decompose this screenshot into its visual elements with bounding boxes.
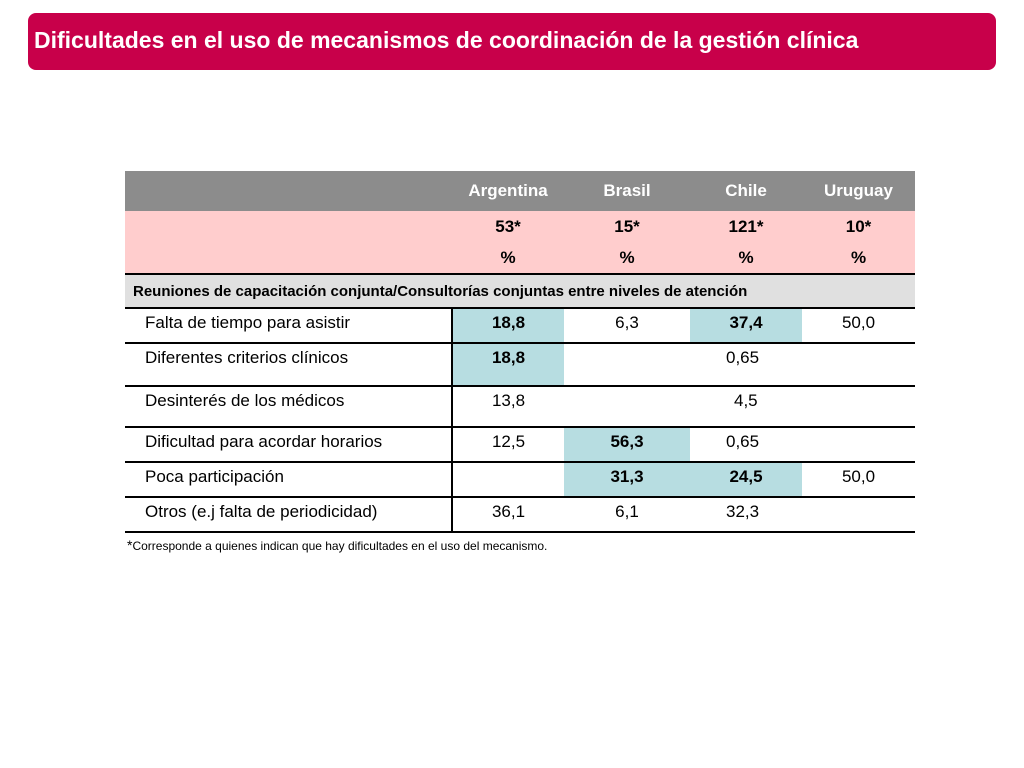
cell-argentina: 18,8	[452, 343, 564, 386]
footnote	[127, 537, 547, 553]
header-argentina: Argentina	[452, 171, 564, 211]
row-label: Poca participación	[125, 462, 452, 497]
percent-row	[125, 243, 915, 274]
cell-chile: 32,3	[690, 497, 802, 532]
row-label: Diferentes criterios clínicos	[125, 343, 452, 386]
cell-brasil: 31,3	[564, 462, 690, 497]
header-brasil: Brasil	[564, 171, 690, 211]
section-title: Reuniones de capacitación conjunta/Consultorías conjuntas entre niveles de atención	[125, 274, 915, 308]
cell-argentina: 12,5	[452, 427, 564, 462]
footnote-asterisk: *	[127, 537, 133, 553]
cell-uruguay: 50,0	[802, 308, 915, 343]
cell-uruguay	[802, 427, 915, 462]
row-label: Desinterés de los médicos	[125, 386, 452, 427]
row-label: Dificultad para acordar horarios	[125, 427, 452, 462]
page-title: Dificultades en el uso de mecanismos de coordinación de la gestión clínica	[34, 27, 859, 53]
table-row	[125, 308, 915, 343]
cell-brasil	[564, 386, 690, 427]
pct-brasil: %	[564, 243, 690, 274]
cell-chile: 24,5	[690, 462, 802, 497]
results-table	[125, 171, 915, 533]
pct-argentina: %	[452, 243, 564, 274]
cell-brasil: 6,1	[564, 497, 690, 532]
header-uruguay: Uruguay	[802, 171, 915, 211]
cell-brasil: 6,3	[564, 308, 690, 343]
title-bar	[28, 13, 996, 70]
n-argentina: 53*	[452, 211, 564, 243]
n-uruguay: 10*	[802, 211, 915, 243]
cell-brasil: 56,3	[564, 427, 690, 462]
cell-uruguay	[802, 343, 915, 386]
pct-chile: %	[690, 243, 802, 274]
header-chile: Chile	[690, 171, 802, 211]
sample-size-row	[125, 211, 915, 243]
table-row	[125, 386, 915, 427]
cell-argentina: 13,8	[452, 386, 564, 427]
header-empty-cell	[125, 171, 452, 211]
cell-uruguay: 50,0	[802, 462, 915, 497]
n-empty-cell	[125, 211, 452, 243]
row-label: Falta de tiempo para asistir	[125, 308, 452, 343]
cell-chile: 37,4	[690, 308, 802, 343]
n-brasil: 15*	[564, 211, 690, 243]
section-row	[125, 274, 915, 308]
cell-chile: 4,5	[690, 386, 802, 427]
table-row	[125, 427, 915, 462]
pct-uruguay: %	[802, 243, 915, 274]
cell-chile: 0,65	[690, 343, 802, 386]
cell-argentina: 36,1	[452, 497, 564, 532]
row-label: Otros (e.j falta de periodicidad)	[125, 497, 452, 532]
n-chile: 121*	[690, 211, 802, 243]
table-row	[125, 343, 915, 386]
cell-chile: 0,65	[690, 427, 802, 462]
cell-argentina	[452, 462, 564, 497]
cell-uruguay	[802, 386, 915, 427]
header-row	[125, 171, 915, 211]
table-row	[125, 462, 915, 497]
pct-empty-cell	[125, 243, 452, 274]
cell-argentina: 18,8	[452, 308, 564, 343]
footnote-text: Corresponde a quienes indican que hay dificultades en el uso del mecanismo.	[132, 539, 548, 553]
table-row	[125, 497, 915, 532]
cell-brasil	[564, 343, 690, 386]
cell-uruguay	[802, 497, 915, 532]
